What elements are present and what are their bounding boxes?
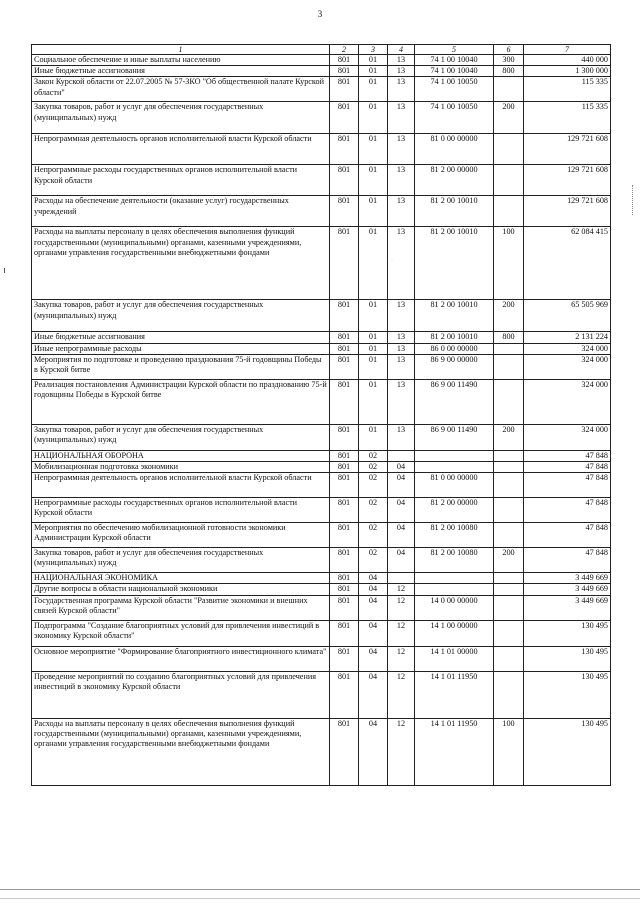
row-code-cell: 01 (359, 227, 388, 300)
row-name-cell: Другие вопросы в области национальной экономики (32, 584, 330, 595)
row-code-cell: 81 2 00 10080 (415, 548, 494, 573)
row-code-cell: 04 (388, 548, 415, 573)
column-header: 6 (494, 45, 524, 55)
row-code-cell (494, 77, 524, 102)
row-code-cell (494, 595, 524, 620)
row-amount-cell: 440 000 (524, 55, 611, 66)
row-code-cell: 02 (359, 462, 388, 473)
table-row (32, 620, 611, 646)
row-code-cell: 13 (388, 354, 415, 379)
row-code-cell: 200 (494, 102, 524, 134)
row-code-cell: 801 (330, 300, 359, 332)
row-code-cell (494, 646, 524, 671)
row-code-cell: 01 (359, 332, 388, 343)
row-amount-cell: 3 449 669 (524, 584, 611, 595)
row-code-cell: 13 (388, 300, 415, 332)
row-code-cell: 13 (388, 196, 415, 227)
row-name-cell: Закупка товаров, работ и услуг для обеспечения государственных (муниципальных) нужд (32, 102, 330, 134)
row-code-cell: 801 (330, 473, 359, 498)
row-code-cell: 04 (388, 523, 415, 548)
row-code-cell: 04 (359, 646, 388, 671)
row-code-cell: 14 0 00 00000 (415, 595, 494, 620)
table-header-row (32, 45, 611, 55)
row-code-cell: 81 2 00 00000 (415, 165, 494, 196)
row-code-cell (388, 573, 415, 584)
row-amount-cell: 47 848 (524, 548, 611, 573)
row-code-cell (415, 584, 494, 595)
table-row (32, 671, 611, 718)
row-name-cell: НАЦИОНАЛЬНАЯ ЭКОНОМИКА (32, 573, 330, 584)
scan-bottom-edge (0, 889, 640, 890)
table-row (32, 379, 611, 424)
row-code-cell: 01 (359, 102, 388, 134)
row-code-cell: 81 2 00 10080 (415, 523, 494, 548)
row-code-cell (415, 573, 494, 584)
row-code-cell: 13 (388, 134, 415, 165)
row-name-cell: Расходы на выплаты персоналу в целях обеспечения выполнения функций государственными (муниципальными) органами, казенными учреждениями, органами управления государственными внебюджетными фондами (32, 227, 330, 300)
row-name-cell: Иные непрограммные расходы (32, 343, 330, 354)
row-code-cell: 13 (388, 332, 415, 343)
budget-table (31, 44, 611, 786)
row-amount-cell: 3 449 669 (524, 595, 611, 620)
table-row (32, 134, 611, 165)
row-code-cell: 801 (330, 584, 359, 595)
row-code-cell: 801 (330, 523, 359, 548)
table-row (32, 354, 611, 379)
row-code-cell: 04 (388, 473, 415, 498)
row-code-cell: 81 2 00 10010 (415, 196, 494, 227)
scan-mark (4, 268, 5, 273)
row-code-cell: 02 (359, 450, 388, 461)
table-row (32, 548, 611, 573)
row-code-cell (494, 473, 524, 498)
row-code-cell: 801 (330, 573, 359, 584)
row-amount-cell: 324 000 (524, 379, 611, 424)
row-name-cell: Подпрограмма "Создание благоприятных условий для привлечения инвестиций в экономику Курской области" (32, 620, 330, 646)
row-code-cell: 801 (330, 66, 359, 77)
table-row (32, 646, 611, 671)
row-code-cell (494, 523, 524, 548)
row-code-cell: 801 (330, 548, 359, 573)
row-code-cell (494, 343, 524, 354)
row-code-cell (494, 671, 524, 718)
row-code-cell: 801 (330, 595, 359, 620)
row-code-cell (494, 498, 524, 523)
row-code-cell: 800 (494, 66, 524, 77)
row-code-cell: 801 (330, 498, 359, 523)
row-code-cell (494, 450, 524, 461)
row-name-cell: Мероприятия по обеспечению мобилизационной готовности экономики Администрации Курской области (32, 523, 330, 548)
row-code-cell: 100 (494, 718, 524, 785)
row-code-cell: 13 (388, 66, 415, 77)
column-header: 3 (359, 45, 388, 55)
row-code-cell: 801 (330, 196, 359, 227)
row-code-cell: 801 (330, 354, 359, 379)
row-code-cell: 801 (330, 646, 359, 671)
row-code-cell: 801 (330, 77, 359, 102)
table-row (32, 462, 611, 473)
row-code-cell: 04 (359, 595, 388, 620)
column-header: 2 (330, 45, 359, 55)
row-name-cell: Непрограммные расходы государственных органов исполнительной власти Курской области (32, 498, 330, 523)
table-row (32, 66, 611, 77)
row-amount-cell: 47 848 (524, 498, 611, 523)
table-row (32, 450, 611, 461)
row-name-cell: Государственная программа Курской области "Развитие экономики и внешних связей Курской области" (32, 595, 330, 620)
row-name-cell: Закон Курской области от 22.07.2005 № 57-ЗКО "Об общественной палате Курской области" (32, 77, 330, 102)
table-row (32, 523, 611, 548)
row-code-cell: 13 (388, 424, 415, 450)
row-code-cell: 04 (388, 462, 415, 473)
row-code-cell: 14 1 00 00000 (415, 620, 494, 646)
row-code-cell: 801 (330, 102, 359, 134)
row-code-cell: 01 (359, 77, 388, 102)
table-row (32, 473, 611, 498)
row-code-cell: 12 (388, 646, 415, 671)
row-name-cell: Проведение мероприятий по созданию благоприятных условий для привлечения инвестиций в экономику Курской области (32, 671, 330, 718)
row-code-cell (494, 134, 524, 165)
row-code-cell: 04 (359, 620, 388, 646)
row-name-cell: Иные бюджетные ассигнования (32, 66, 330, 77)
row-amount-cell: 47 848 (524, 523, 611, 548)
row-name-cell: Реализация постановления Администрации Курской области по празднованию 75-й годовщины Победы в Курской битве (32, 379, 330, 424)
row-name-cell: Непрограммные расходы государственных органов исполнительной власти Курской области (32, 165, 330, 196)
row-code-cell: 12 (388, 584, 415, 595)
row-name-cell: Основное мероприятие "Формирование благоприятного инвестиционного климата" (32, 646, 330, 671)
row-code-cell: 02 (359, 473, 388, 498)
table-row (32, 595, 611, 620)
row-code-cell: 74 1 00 10050 (415, 102, 494, 134)
table-row (32, 300, 611, 332)
table-row (32, 573, 611, 584)
row-code-cell: 81 2 00 10010 (415, 227, 494, 300)
row-name-cell: Мобилизационная подготовка экономики (32, 462, 330, 473)
row-amount-cell: 130 495 (524, 620, 611, 646)
scan-edge-marks (632, 185, 634, 215)
row-code-cell: 801 (330, 718, 359, 785)
row-code-cell: 81 2 00 10010 (415, 300, 494, 332)
row-code-cell: 81 2 00 00000 (415, 498, 494, 523)
column-header: 7 (524, 45, 611, 55)
row-code-cell (415, 450, 494, 461)
page-number: 3 (317, 9, 323, 19)
row-code-cell: 86 9 00 11490 (415, 379, 494, 424)
table-row (32, 498, 611, 523)
row-code-cell: 13 (388, 55, 415, 66)
row-code-cell: 12 (388, 595, 415, 620)
row-code-cell: 01 (359, 165, 388, 196)
row-name-cell: Мероприятия по подготовке и проведению празднования 75-й годовщины Победы в Курской битве (32, 354, 330, 379)
row-amount-cell: 115 335 (524, 102, 611, 134)
row-code-cell: 801 (330, 671, 359, 718)
row-code-cell: 200 (494, 548, 524, 573)
row-amount-cell: 129 721 608 (524, 134, 611, 165)
row-code-cell: 04 (388, 498, 415, 523)
row-code-cell: 02 (359, 498, 388, 523)
row-code-cell: 100 (494, 227, 524, 300)
row-code-cell: 74 1 00 10040 (415, 66, 494, 77)
row-code-cell (415, 462, 494, 473)
row-amount-cell: 129 721 608 (524, 165, 611, 196)
row-amount-cell: 47 848 (524, 462, 611, 473)
row-name-cell: Непрограммная деятельность органов исполнительной власти Курской области (32, 473, 330, 498)
row-code-cell: 14 1 01 11950 (415, 718, 494, 785)
row-code-cell: 01 (359, 343, 388, 354)
row-code-cell: 801 (330, 462, 359, 473)
row-code-cell: 801 (330, 165, 359, 196)
row-amount-cell: 130 495 (524, 646, 611, 671)
row-code-cell (494, 354, 524, 379)
table-row (32, 77, 611, 102)
column-header: 1 (32, 45, 330, 55)
table-row (32, 718, 611, 785)
row-code-cell: 801 (330, 424, 359, 450)
row-code-cell: 01 (359, 55, 388, 66)
row-code-cell: 12 (388, 671, 415, 718)
row-amount-cell: 129 721 608 (524, 196, 611, 227)
table-body (32, 55, 611, 786)
row-code-cell: 200 (494, 424, 524, 450)
row-amount-cell: 324 000 (524, 343, 611, 354)
row-code-cell: 01 (359, 196, 388, 227)
row-code-cell: 01 (359, 134, 388, 165)
row-code-cell: 801 (330, 450, 359, 461)
row-code-cell: 74 1 00 10050 (415, 77, 494, 102)
row-code-cell: 12 (388, 718, 415, 785)
row-code-cell: 01 (359, 424, 388, 450)
column-header: 5 (415, 45, 494, 55)
row-code-cell: 14 1 01 11950 (415, 671, 494, 718)
row-code-cell: 81 0 00 00000 (415, 473, 494, 498)
scan-speck: · (391, 258, 393, 264)
row-amount-cell: 47 848 (524, 450, 611, 461)
row-code-cell: 13 (388, 379, 415, 424)
row-code-cell: 300 (494, 55, 524, 66)
row-code-cell (494, 620, 524, 646)
row-code-cell: 800 (494, 332, 524, 343)
row-amount-cell: 324 000 (524, 354, 611, 379)
row-code-cell: 86 9 00 11490 (415, 424, 494, 450)
row-amount-cell: 130 495 (524, 718, 611, 785)
row-amount-cell: 62 084 415 (524, 227, 611, 300)
row-code-cell: 13 (388, 102, 415, 134)
row-amount-cell: 47 848 (524, 473, 611, 498)
row-amount-cell: 3 449 669 (524, 573, 611, 584)
table-row (32, 343, 611, 354)
row-code-cell (494, 165, 524, 196)
table-row (32, 102, 611, 134)
row-code-cell: 13 (388, 227, 415, 300)
row-amount-cell: 2 131 224 (524, 332, 611, 343)
row-amount-cell: 65 505 969 (524, 300, 611, 332)
row-code-cell (388, 450, 415, 461)
table-row (32, 165, 611, 196)
row-code-cell: 04 (359, 671, 388, 718)
row-code-cell: 04 (359, 718, 388, 785)
row-code-cell: 801 (330, 134, 359, 165)
row-code-cell: 801 (330, 227, 359, 300)
row-amount-cell: 324 000 (524, 424, 611, 450)
row-name-cell: Закупка товаров, работ и услуг для обеспечения государственных (муниципальных) нужд (32, 548, 330, 573)
row-name-cell: Расходы на обеспечение деятельности (оказание услуг) государственных учреждений (32, 196, 330, 227)
row-code-cell: 801 (330, 620, 359, 646)
row-name-cell: Иные бюджетные ассигнования (32, 332, 330, 343)
row-code-cell (494, 379, 524, 424)
row-code-cell: 801 (330, 379, 359, 424)
row-code-cell: 13 (388, 343, 415, 354)
table-row (32, 227, 611, 300)
row-code-cell: 01 (359, 66, 388, 77)
row-name-cell: Закупка товаров, работ и услуг для обеспечения государственных (муниципальных) нужд (32, 424, 330, 450)
row-name-cell: НАЦИОНАЛЬНАЯ ОБОРОНА (32, 450, 330, 461)
row-code-cell (494, 462, 524, 473)
row-code-cell: 04 (359, 573, 388, 584)
row-code-cell: 81 2 00 10010 (415, 332, 494, 343)
row-name-cell: Закупка товаров, работ и услуг для обеспечения государственных (муниципальных) нужд (32, 300, 330, 332)
row-code-cell: 86 0 00 00000 (415, 343, 494, 354)
row-code-cell: 200 (494, 300, 524, 332)
row-amount-cell: 115 335 (524, 77, 611, 102)
row-amount-cell: 1 300 000 (524, 66, 611, 77)
row-code-cell: 14 1 01 00000 (415, 646, 494, 671)
row-code-cell: 13 (388, 77, 415, 102)
row-code-cell: 12 (388, 620, 415, 646)
table-row (32, 584, 611, 595)
row-code-cell: 01 (359, 300, 388, 332)
row-code-cell: 74 1 00 10040 (415, 55, 494, 66)
row-code-cell: 81 0 00 00000 (415, 134, 494, 165)
row-code-cell (494, 573, 524, 584)
row-code-cell (494, 196, 524, 227)
row-code-cell: 02 (359, 523, 388, 548)
row-code-cell: 801 (330, 332, 359, 343)
scan-bottom-edge-secondary (0, 898, 640, 899)
column-header: 4 (388, 45, 415, 55)
row-code-cell: 04 (359, 584, 388, 595)
row-code-cell: 801 (330, 343, 359, 354)
row-code-cell: 01 (359, 354, 388, 379)
table-row (32, 332, 611, 343)
row-amount-cell: 130 495 (524, 671, 611, 718)
row-code-cell: 86 9 00 00000 (415, 354, 494, 379)
row-name-cell: Непрограммная деятельность органов исполнительной власти Курской области (32, 134, 330, 165)
row-name-cell: Социальное обеспечение и иные выплаты населению (32, 55, 330, 66)
row-code-cell: 801 (330, 55, 359, 66)
row-code-cell (494, 584, 524, 595)
row-code-cell: 13 (388, 165, 415, 196)
table-row (32, 55, 611, 66)
row-name-cell: Расходы на выплаты персоналу в целях обеспечения выполнения функций государственными (муниципальными) органами, казенными учреждениями, органами управления государственными внебюджетными фондами (32, 718, 330, 785)
table-row (32, 424, 611, 450)
row-code-cell: 02 (359, 548, 388, 573)
table-row (32, 196, 611, 227)
row-code-cell: 01 (359, 379, 388, 424)
